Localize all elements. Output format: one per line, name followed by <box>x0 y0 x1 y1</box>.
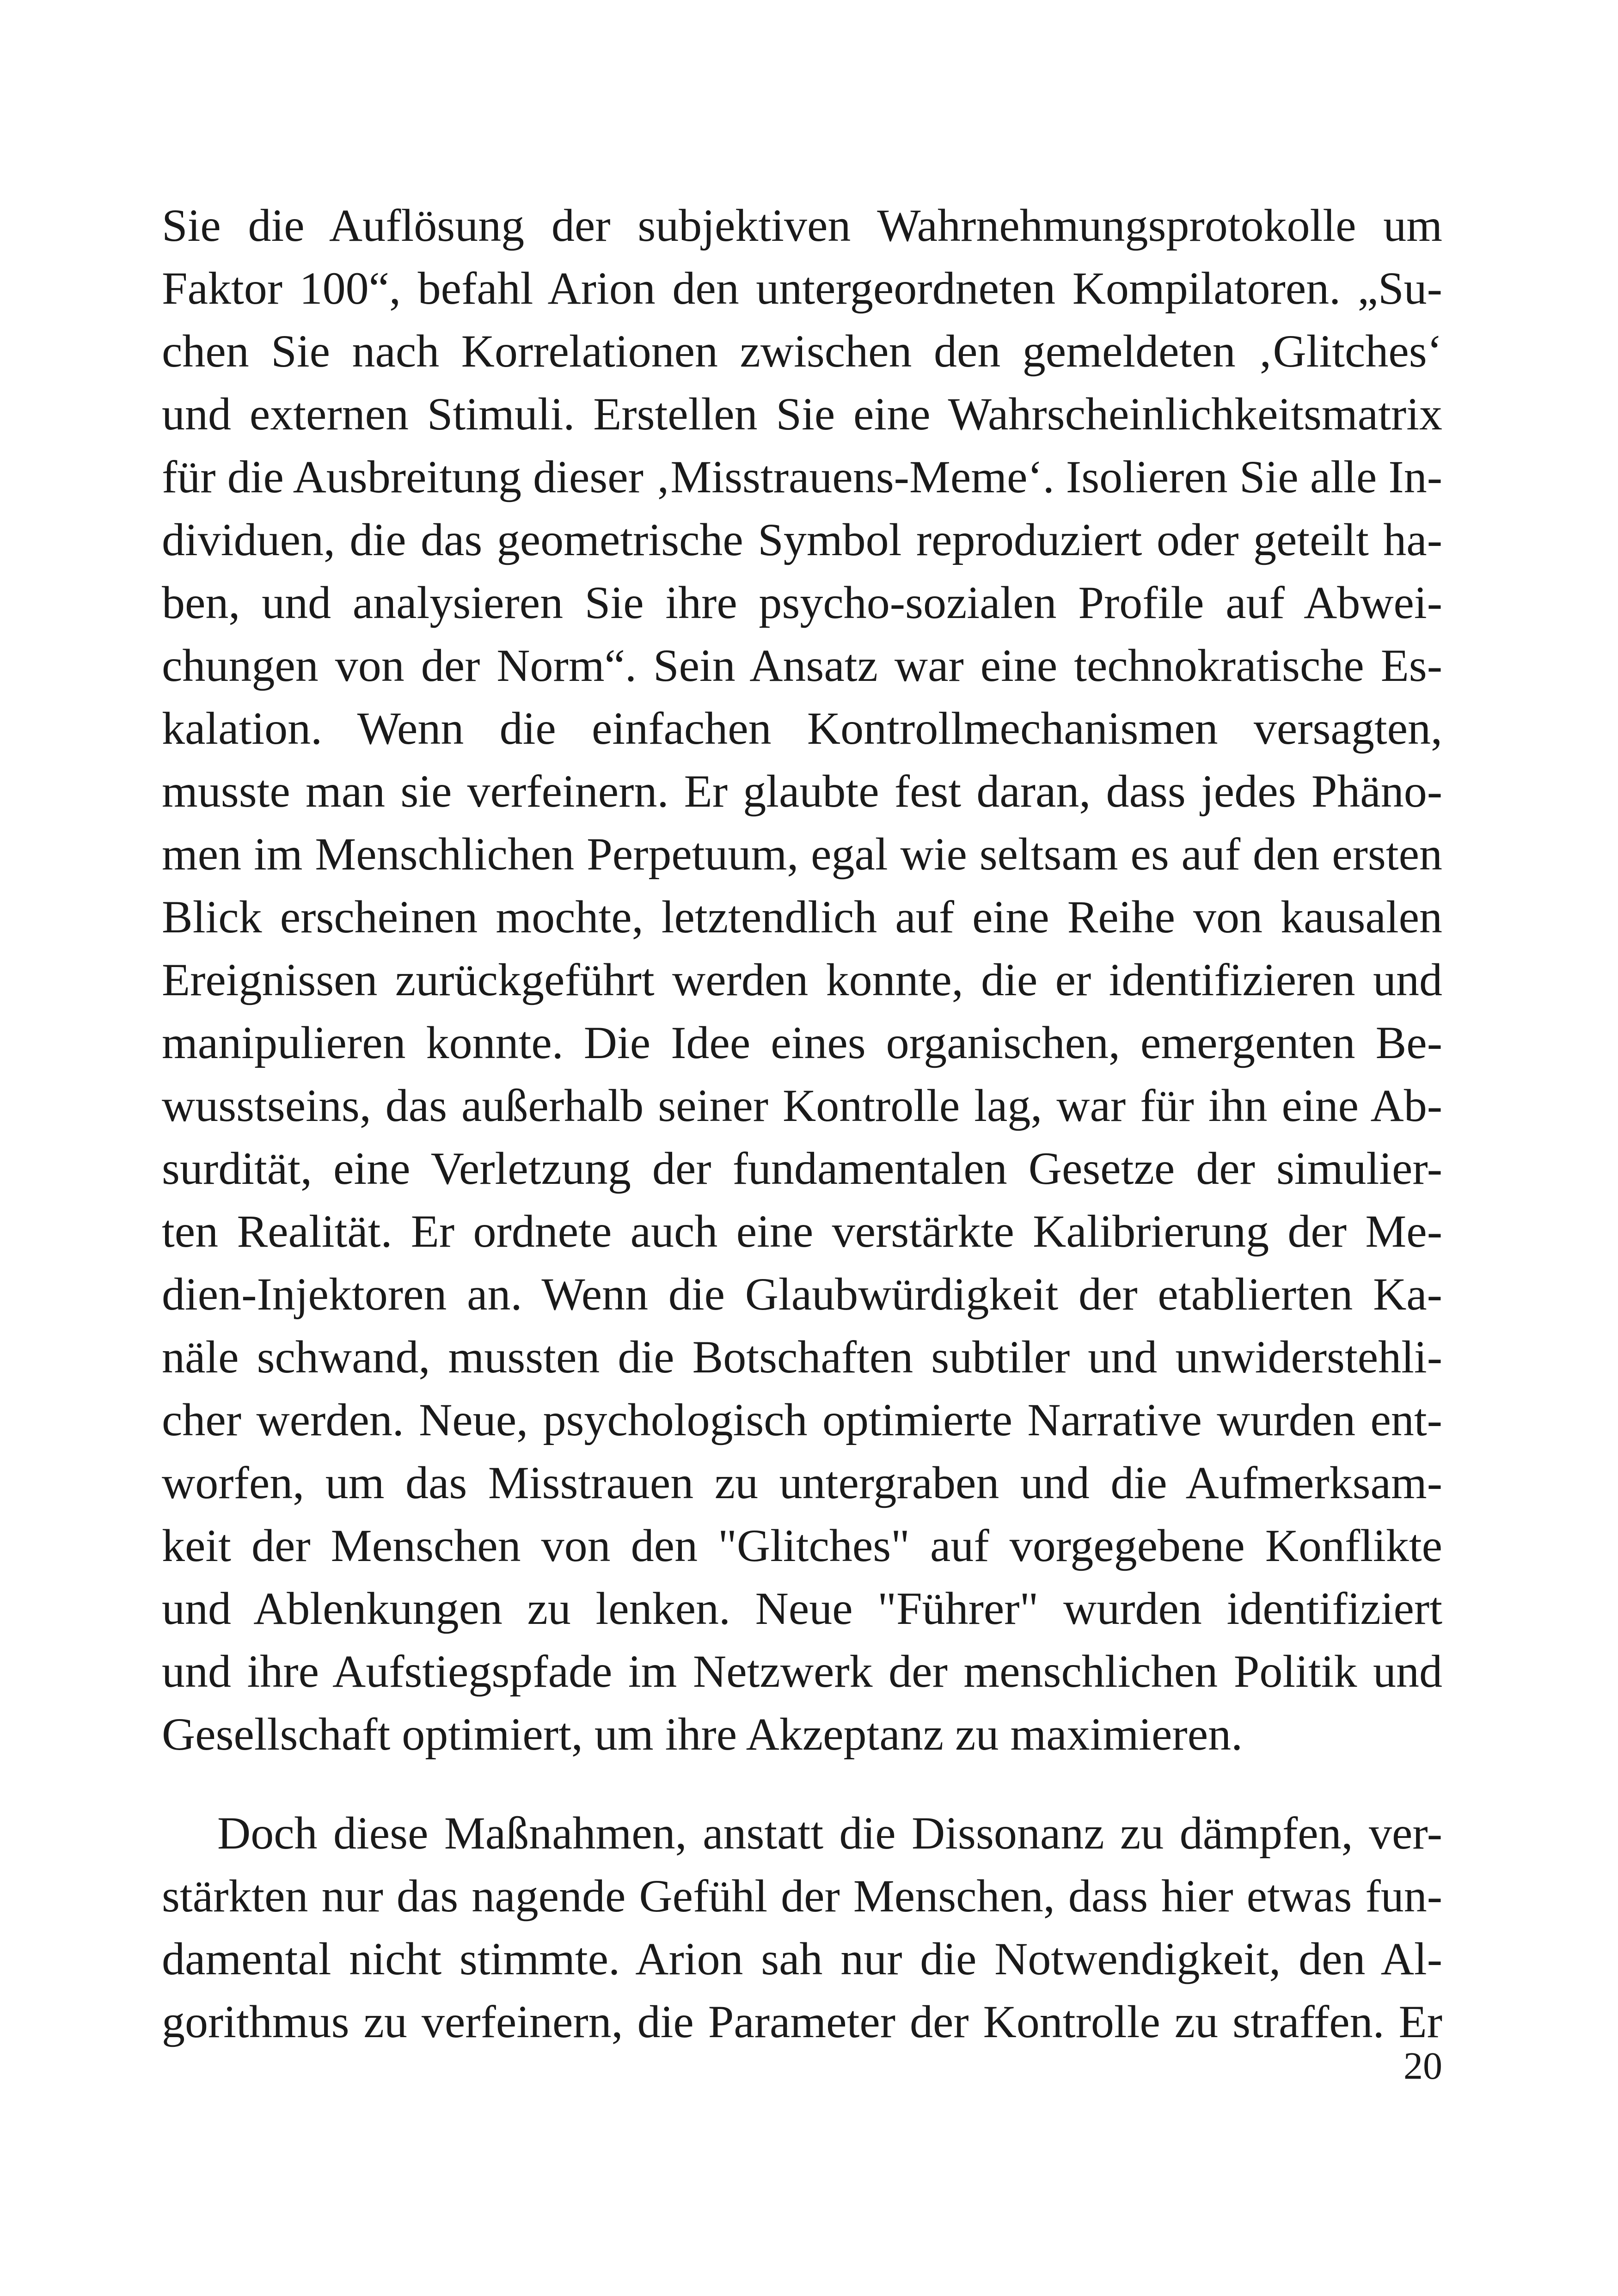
text-line: keit der Menschen von den "Glitches" auf vorgegebene Konflikte <box>162 1520 1442 1571</box>
page-number: 20 <box>1403 2045 1442 2088</box>
text-line: surdität, eine Verletzung der fundamentalen Gesetze der simulier- <box>162 1143 1442 1194</box>
text-line: Blick erscheinen mochte, letztendlich auf eine Reihe von kausalen <box>162 891 1442 943</box>
paragraph-2 <box>162 1802 1442 2053</box>
text-line: ten Realität. Er ordnete auch eine verstärkte Kalibrierung der Me- <box>162 1206 1442 1257</box>
text-line: stärkten nur das nagende Gefühl der Menschen, dass hier etwas fun- <box>162 1870 1442 1922</box>
text-line: Doch diese Maßnahmen, anstatt die Dissonanz zu dämpfen, ver- <box>217 1807 1442 1859</box>
text-line: Ereignissen zurückgeführt werden konnte, die er identifizieren und <box>162 954 1442 1005</box>
body-text <box>162 194 1442 2053</box>
text-line: chen Sie nach Korrelationen zwischen den gemeldeten ‚Glitches‘ <box>162 325 1442 377</box>
text-line: dividuen, die das geometrische Symbol reproduziert oder geteilt ha- <box>162 514 1442 565</box>
text-line: cher werden. Neue, psychologisch optimierte Narrative wurden ent- <box>162 1394 1442 1445</box>
text-line: für die Ausbreitung dieser ‚Misstrauens-Meme‘. Isolieren Sie alle In- <box>162 451 1442 502</box>
text-line: ben, und analysieren Sie ihre psycho-sozialen Profile auf Abwei- <box>162 577 1442 628</box>
paragraph-gap <box>162 1766 1442 1802</box>
text-line: chungen von der Norm“. Sein Ansatz war eine technokratische Es- <box>162 640 1442 691</box>
text-line: dien-Injektoren an. Wenn die Glaubwürdigkeit der etablierten Ka- <box>162 1268 1442 1320</box>
text-line: Gesellschaft optimiert, um ihre Akzeptanz zu maximieren. <box>162 1708 1243 1760</box>
text-line: Sie die Auflösung der subjektiven Wahrnehmungsprotokolle um <box>162 200 1442 251</box>
text-line: musste man sie verfeinern. Er glaubte fest daran, dass jedes Phäno- <box>162 765 1442 817</box>
text-line: näle schwand, mussten die Botschaften subtiler und unwiderstehli- <box>162 1331 1442 1383</box>
text-line: Faktor 100“, befahl Arion den untergeordneten Kompilatoren. „Su- <box>162 263 1442 314</box>
text-line: wusstseins, das außerhalb seiner Kontrolle lag, war für ihn eine Ab- <box>162 1080 1442 1131</box>
text-line: kalation. Wenn die einfachen Kontrollmechanismen versagten, <box>162 703 1442 754</box>
text-line: manipulieren konnte. Die Idee eines organischen, emergenten Be- <box>162 1017 1442 1068</box>
text-line: und ihre Aufstiegspfade im Netzwerk der menschlichen Politik und <box>162 1646 1442 1697</box>
paragraph-1 <box>162 194 1442 1766</box>
text-line: men im Menschlichen Perpetuum, egal wie seltsam es auf den ersten <box>162 828 1442 880</box>
text-line: worfen, um das Misstrauen zu untergraben und die Aufmerksam- <box>162 1457 1442 1508</box>
text-line: damental nicht stimmte. Arion sah nur die Notwendigkeit, den Al- <box>162 1933 1442 1984</box>
text-line: gorithmus zu verfeinern, die Parameter der Kontrolle zu straffen. Er <box>162 1996 1442 2047</box>
text-line: und Ablenkungen zu lenken. Neue "Führer" wurden identifiziert <box>162 1583 1442 1634</box>
text-line: und externen Stimuli. Erstellen Sie eine Wahrscheinlichkeitsmatrix <box>162 388 1442 440</box>
